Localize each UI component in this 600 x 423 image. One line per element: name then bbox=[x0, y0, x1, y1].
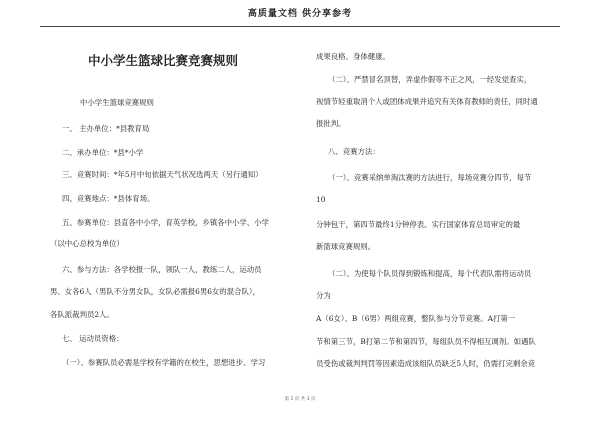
method-line-3: 各队派裁判员2人。 bbox=[50, 310, 114, 319]
competition-line-3: 分钟包干，第四节最终1分钟停表。实行国家体育总局审定的最 bbox=[316, 220, 521, 229]
eligibility-line-1: （一）、参赛队员必需是学校有学籍的在校生，思想进步、学习 bbox=[62, 358, 266, 367]
time-line: 三、竞赛时间：*年5月中旬依据天气状况选两天（另行通知） bbox=[62, 170, 263, 179]
method-line-2: 男、女各6人（男队不分男女队，女队必需报6男6女的混合队）， bbox=[50, 287, 260, 296]
rule-two-line-1: （二）、严禁冒名顶替，弄虚作假等不正之风，一经发觉查实， bbox=[328, 75, 532, 84]
method-line-1: 六、参与方法：各学校报一队，领队一人，教练二人，运动员 bbox=[62, 265, 262, 274]
grouping-line-2: 分为 bbox=[316, 291, 331, 300]
rule-two-line-2: 视情节轻重取消个人或团体成果并追究有关体育教师的责任，同时通 bbox=[316, 97, 538, 106]
grouping-line-5: 员受伤或裁判判罚等因素造成该组队员缺乏5人时，仍需打完剩余竞 bbox=[316, 359, 536, 368]
organizer-line: 一、 主办单位：*县教育局 bbox=[62, 124, 150, 133]
competition-line-1: （一）、竞赛采纳单淘汰赛的方法进行，每场竞赛分四节，每节 bbox=[328, 173, 532, 182]
subtitle-line: 中小学生篮球竞赛规则 bbox=[80, 98, 154, 107]
document-title: 中小学生篮球比赛竞赛规则 bbox=[88, 53, 239, 68]
page-header: 高质量文档 供分享参考 bbox=[247, 9, 353, 19]
eligibility-line-2: 成果良格、身体健康。 bbox=[316, 52, 390, 61]
competition-heading: 八、竞赛方法： bbox=[328, 147, 380, 156]
participants-line-2: （以中心总校为单位） bbox=[50, 239, 124, 248]
grouping-line-3: A（6女）、B（6男）两组竞赛，整队参与分节竞赛。A打第一 bbox=[316, 314, 516, 323]
host-line: 二、承办单位：*县*小学 bbox=[62, 148, 144, 157]
grouping-line-1: （二）、为使每个队员得到锻炼和提高，每个代表队需将运动员 bbox=[328, 269, 532, 278]
page-number: 第 1 页 共 3 页 bbox=[284, 397, 316, 402]
venue-line: 四、竞赛地点：*县体育场。 bbox=[62, 194, 155, 203]
competition-line-4: 新篮球竞赛规则。 bbox=[316, 242, 376, 251]
header-rule bbox=[40, 26, 560, 27]
participants-line-1: 五、参赛单位：县直各中小学，育英学校，乡镇各中小学、小学 bbox=[62, 218, 269, 227]
grouping-line-4: 节和第三节，B打第二节和第四节，每组队员不得相互调剂。如遇队 bbox=[316, 337, 536, 346]
competition-line-2: 10 bbox=[316, 195, 326, 204]
eligibility-heading: 七、 运动员资格： bbox=[62, 334, 124, 343]
rule-two-line-3: 报批判。 bbox=[316, 119, 346, 128]
